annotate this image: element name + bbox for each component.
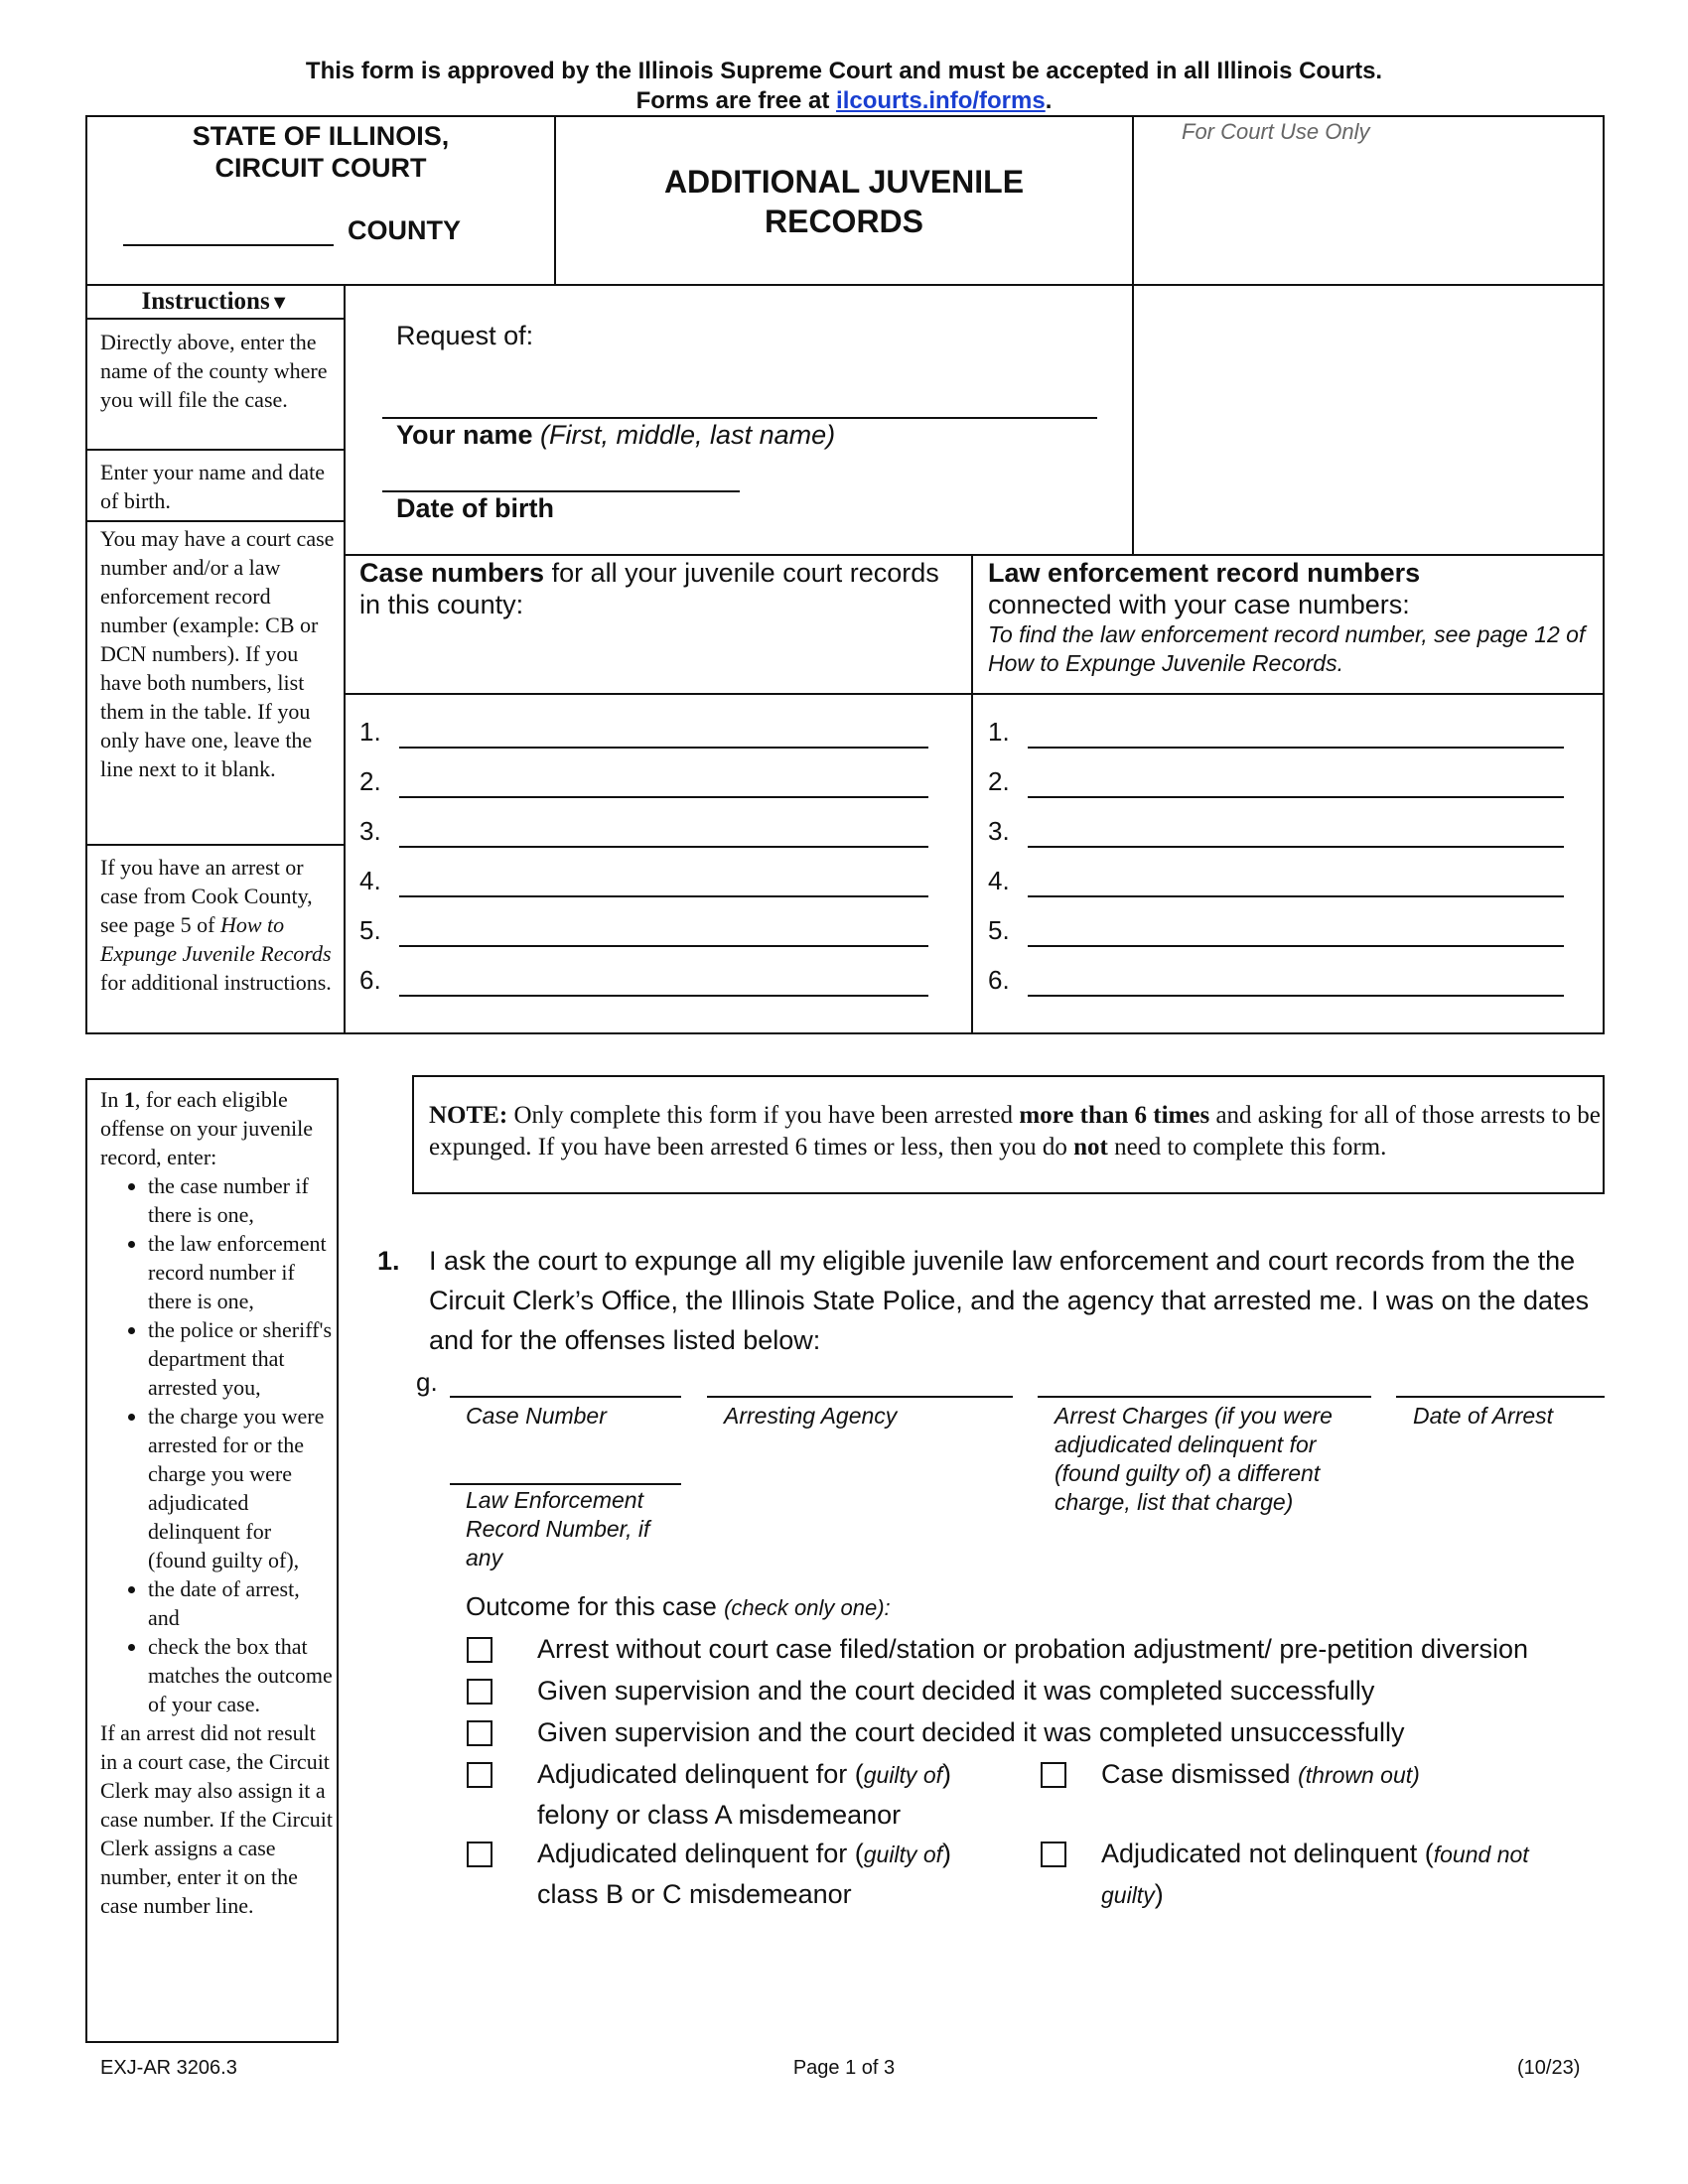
case-number-line[interactable] [450,1396,681,1398]
case-numbers-header-bold: Case numbers [359,558,545,588]
note-b2: not [1073,1134,1108,1160]
side-bullet: • the law enforcement record number if there is one, [148,1229,333,1315]
note-p2: and asking for all of those arrests to be expunged. If you have been arrested 6 times or less, then you do [429,1102,1601,1160]
law-item-number: 4. [988,866,1010,895]
instruction-county: Directly above, enter the name of the county where you will file the case. [100,330,328,412]
table-top-border [344,554,1605,556]
instructions-heading [87,288,344,316]
forms-free-prefix: Forms are free at [635,87,837,114]
law-line[interactable] [1028,945,1564,947]
court-label: CIRCUIT COURT [214,153,427,183]
law-item-number: 2. [988,766,1010,796]
case-line[interactable] [399,747,928,749]
note-label: NOTE: [429,1102,508,1129]
table-bottom-border [344,1032,1605,1034]
note-text [429,1100,1601,1163]
outcome-checkbox-class-b-c[interactable] [467,1842,492,1867]
outcome-checkbox-dismissed[interactable] [1041,1762,1066,1788]
outcome-checkbox-supervision-fail[interactable] [467,1720,492,1746]
form-date: (10/23) [1517,2057,1581,2079]
right-border [1603,115,1605,1034]
law-item-number: 5. [988,915,1010,945]
side-bullet: • the date of arrest, and [148,1574,333,1632]
law-numbers-hint: To find the law enforcement record number, see page 12 of How to Expunge Juvenile Records. [988,621,1586,676]
law-numbers-header-rest: connected with your case numbers: [988,590,1410,619]
outcome-option-supervision-fail: Given supervision and the court decided it was completed unsuccessfully [537,1717,1405,1747]
case-item-number: 4. [359,866,381,895]
dob-label: Date of birth [396,493,554,523]
law-line[interactable] [1028,796,1564,798]
instruction-numbers: You may have a court case number and/or a law enforcement record number (example: CB or DCN numbers). If you have both numbers, list them in the table. If you only have one, leave the line next to it blank. [100,526,335,781]
instruction-cook [100,853,337,997]
item1-number: 1. [377,1246,400,1276]
instructions-heading-divider [85,318,346,320]
side-intro-c: , for each eligible offense on your juvenile record, enter: [100,1087,314,1169]
law-line[interactable] [1028,846,1564,848]
arrest-charges-label: Arrest Charges (if you were adjudicated delinquent for (found guilty of) a different charge, list that charge) [1055,1403,1333,1515]
side-closing: If an arrest did not result in a court case, the Circuit Clerk may also assign it a case number. If the Circuit Clerk assigns a case number, enter it on the case number line. [100,1720,333,1918]
opt6-b: guilty of [863,1842,942,1867]
state-label: STATE OF ILLINOIS, [192,121,450,151]
side-intro [100,1085,333,1171]
dob-line[interactable] [382,490,740,492]
law-numbers-header-bold: Law enforcement record numbers [988,558,1421,588]
outcome-label-text: Outcome for this case [466,1591,725,1621]
case-line[interactable] [399,846,928,848]
date-of-arrest-line[interactable] [1396,1396,1605,1398]
law-item-number: 6. [988,965,1010,995]
case-item-number: 2. [359,766,381,796]
case-line[interactable] [399,995,928,997]
case-line[interactable] [399,945,928,947]
instruction-cook-suffix: for additional instructions. [100,970,332,995]
opt7-a: Adjudicated not delinquent ( [1101,1839,1434,1868]
side-bullet: • the police or sheriff's department that arrested you, [148,1315,333,1402]
note-p1: Only complete this form if you have been arrested [507,1102,1020,1129]
side-bullet: • check the box that matches the outcome of your case. [148,1632,333,1718]
outcome-checkbox-not-delinquent[interactable] [1041,1842,1066,1867]
form-id: EXJ-AR 3206.3 [100,2057,237,2079]
instructions-divider-1 [85,449,346,451]
law-record-label: Law Enforcement Record Number, if any [466,1487,650,1570]
instruction-name-dob: Enter your name and date of birth. [100,460,326,513]
date-of-arrest-label: Date of Arrest [1413,1403,1554,1429]
opt7-b: found not guilty [1101,1842,1529,1908]
side-intro-a: In [100,1087,124,1112]
form-title-line2: RECORDS [764,204,923,239]
case-item-number: 6. [359,965,381,995]
case-item-number: 1. [359,717,381,747]
opt7-c: ) [1154,1879,1164,1909]
law-item-number: 1. [988,717,1010,747]
page-number: Page 1 of 3 [792,2057,896,2079]
header-divider-2 [1132,115,1134,554]
triangle-down-icon: ▼ [269,292,290,314]
forms-link[interactable]: ilcourts.info/forms [836,87,1046,114]
opt4-c: ) [942,1759,951,1789]
opt4-b: guilty of [863,1762,942,1788]
name-label [396,420,835,451]
name-label-hint: (First, middle, last name) [532,420,836,450]
arrest-charges-line[interactable] [1038,1396,1371,1398]
instructions-divider-2 [85,520,346,522]
opt5-b: (thrown out) [1298,1762,1420,1788]
outcome-option-supervision-success: Given supervision and the court decided it was completed successfully [537,1676,1375,1706]
case-number-label: Case Number [466,1403,607,1429]
case-numbers-header-rest: for all your juvenile court records in this county: [359,558,939,619]
opt5-a: Case dismissed [1101,1759,1299,1789]
opt4-a: Adjudicated delinquent for ( [537,1759,864,1789]
note-b1: more than 6 times [1019,1102,1210,1129]
law-line[interactable] [1028,747,1564,749]
opt6-d: class B or C misdemeanor [537,1879,852,1909]
side-bullet: • the charge you were arrested for or the charge you were adjudicated delinquent for (found guilty of), [148,1402,333,1574]
court-use-label: For Court Use Only [1182,119,1370,144]
outcome-option-arrest-no-case: Arrest without court case filed/station or probation adjustment/ pre-petition diversion [537,1634,1529,1664]
side-bullet: • the case number if there is one, [148,1171,333,1229]
case-item-number: 3. [359,816,381,846]
table-header-border [344,693,1605,695]
forms-free-notice [0,87,1688,115]
approval-notice: This form is approved by the Illinois Supreme Court and must be accepted in all Illinois Courts. [305,58,1383,84]
opt6-a: Adjudicated delinquent for ( [537,1839,864,1868]
law-line[interactable] [1028,995,1564,997]
instructions-divider-3 [85,844,346,846]
side-instructions [100,1085,333,1920]
outcome-option-felony-class-a [537,1754,1004,1835]
instructions-heading-text: Instructions [141,288,270,315]
name-label-bold: Your name [396,420,533,450]
case-numbers-header [359,557,963,620]
law-line[interactable] [1028,895,1564,897]
outcome-checkbox-felony-class-a[interactable] [467,1762,492,1788]
case-item-number: 5. [359,915,381,945]
form-title-line1: ADDITIONAL JUVENILE [663,164,1025,200]
table-mid-divider [971,554,973,1034]
outcome-option-class-b-c [537,1834,1004,1914]
county-label: COUNTY [348,215,461,245]
request-label: Request of: [396,321,534,350]
law-item-number: 3. [988,816,1010,846]
name-line[interactable] [382,417,1097,419]
county-name-line[interactable] [123,244,334,246]
outcome-option-dismissed [1101,1754,1420,1795]
opt4-d: felony or class A misdemeanor [537,1800,902,1830]
instruction-cook-prefix: If you have an arrest or case from Cook County, see page 5 of [100,855,313,937]
outcome-checkbox-supervision-success[interactable] [467,1679,492,1705]
law-numbers-header [988,557,1594,620]
outcome-label [466,1591,891,1622]
outcome-option-not-delinquent [1101,1834,1568,1915]
forms-free-suffix: . [1045,87,1053,114]
outcome-checkbox-arrest-no-case[interactable] [467,1637,492,1663]
instruction-cook-italic: How to Expunge Juvenile Records [100,912,332,966]
row-letter: g. [416,1367,438,1397]
case-line[interactable] [399,895,928,897]
arresting-agency-line[interactable] [707,1396,1013,1398]
law-record-line[interactable] [450,1483,681,1485]
case-line[interactable] [399,796,928,798]
outcome-hint: (check only one): [724,1595,891,1620]
item1-text: I ask the court to expunge all my eligible juvenile law enforcement and court records from the the Circuit Clerk’s Office, the Illinois State Police, and the agency that arrested me. I was on the dates and for the offenses listed below: [429,1246,1590,1355]
arresting-agency-label: Arresting Agency [724,1403,898,1429]
note-p3: need to complete this form. [1107,1134,1387,1160]
opt6-c: ) [942,1839,951,1868]
side-intro-b: 1 [123,1087,135,1112]
